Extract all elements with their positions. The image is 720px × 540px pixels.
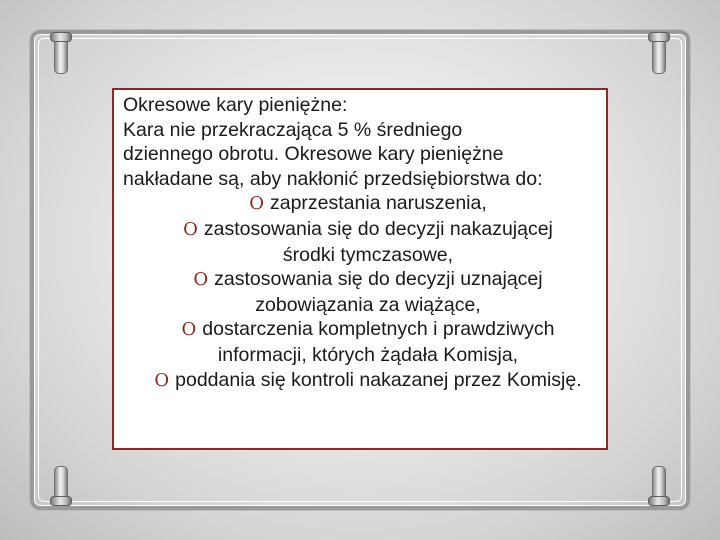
bullet-item: [123, 191, 613, 217]
bullet-continuation: środki tymczasowe,: [282, 243, 454, 266]
intro-line: dziennego obrotu. Okresowe kary pieniężne: [123, 143, 504, 166]
bullet-item: [123, 217, 613, 243]
bullet-marker-icon: O: [183, 218, 198, 240]
corner-peg-cap-top-left: [50, 32, 72, 42]
bullet-marker-icon: O: [249, 193, 264, 215]
intro-line: nakładane są, aby nakłonić przedsiębiorstwa do:: [123, 167, 543, 190]
bullet-marker-icon: O: [154, 369, 170, 391]
corner-peg-top-right: [652, 38, 666, 74]
intro-line: Kara nie przekraczająca 5 % średniego: [123, 118, 463, 141]
bullet-text: zastosowania się do decyzji uznającej: [214, 268, 543, 291]
bullet-text: zaprzestania naruszenia,: [269, 192, 487, 215]
bullet-continuation: informacji, których żądała Komisja,: [217, 343, 519, 366]
bullet-text: dostarczenia kompletnych i prawdziwych: [202, 318, 555, 341]
heading-text: Okresowe kary pieniężne: [123, 94, 342, 116]
slide-text: [123, 93, 613, 393]
bullet-item: [123, 368, 613, 394]
bullet-text: zastosowania się do decyzji nakazującej: [203, 217, 553, 240]
bullet-continuation: zobowiązania za wiążące,: [255, 293, 481, 316]
bullet-marker-icon: O: [193, 269, 209, 291]
content-box: [112, 88, 608, 450]
corner-peg-cap-bottom-left: [50, 496, 72, 506]
heading-colon: :: [341, 94, 348, 116]
bullet-text: poddania się kontroli nakazanej przez Komisję.: [175, 368, 582, 391]
corner-peg-cap-bottom-right: [648, 496, 670, 506]
bullet-item: [123, 317, 613, 343]
bullet-marker-icon: O: [181, 319, 197, 341]
corner-peg-top-left: [54, 38, 68, 74]
corner-peg-cap-top-right: [648, 32, 670, 42]
bullet-item: [123, 267, 613, 293]
slide-heading: [123, 93, 613, 118]
